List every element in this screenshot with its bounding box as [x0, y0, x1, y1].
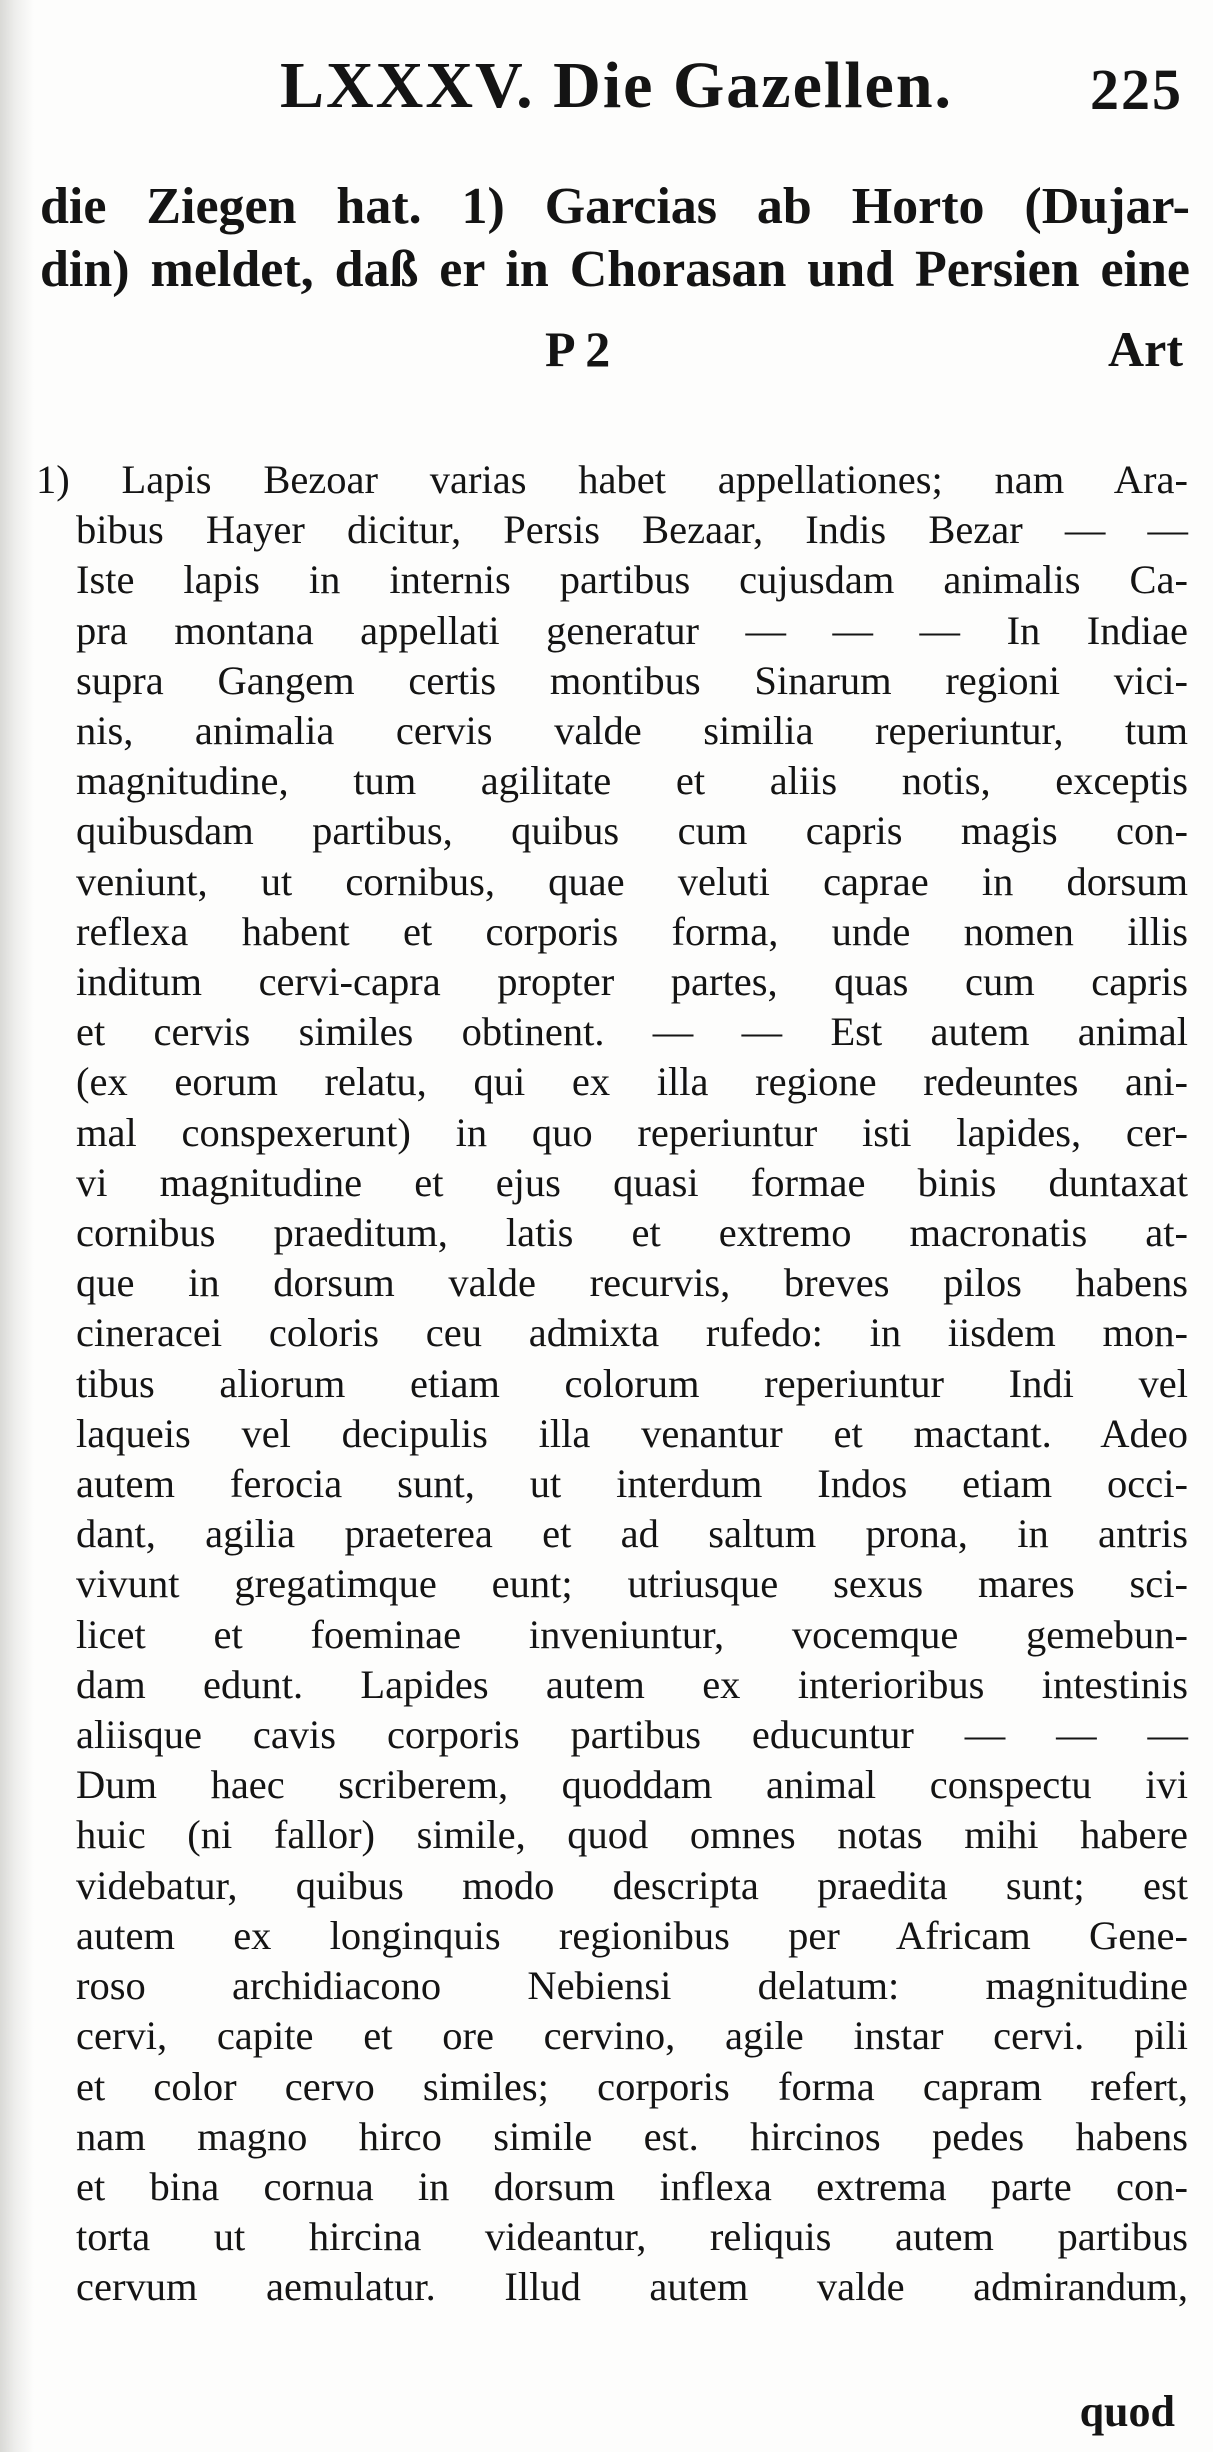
footnote-line: torta ut hircina videantur, reliquis autem partibus [76, 2214, 1188, 2260]
footnote-line: autem ex longinquis regionibus per Africam Gene- [76, 1912, 1188, 1958]
main-text-line: die Ziegen hat. 1) Garcias ab Horto (Dujar- [40, 178, 1190, 235]
main-text [40, 175, 1190, 301]
footnote-line: roso archidiacono Nebiensi delatum: magnitudine [76, 1963, 1188, 2009]
footnote-line: huic (ni fallor) simile, quod omnes notas mihi habere [76, 1812, 1188, 1858]
signature-mark: P 2 [545, 321, 611, 377]
footnote-line: nam magno hirco simile est. hircinos pedes habens [76, 2113, 1188, 2159]
footnote-line: cervi, capite et ore cervino, agile instar cervi. pili [76, 2013, 1188, 2059]
footnote-line: dant, agilia praeterea et ad saltum prona, in antris [76, 1511, 1188, 1557]
footnote [36, 455, 1188, 2313]
footnote-line: magnitudine, tum agilitate et aliis notis, exceptis [76, 758, 1188, 804]
footnote-line: autem ferocia sunt, ut interdum Indos etiam occi- [76, 1461, 1188, 1507]
footnote-line: (ex eorum relatu, qui ex illa regione redeuntes ani- [76, 1059, 1188, 1105]
footnote-marker: 1) [36, 457, 70, 502]
footnote-line: Iste lapis in internis partibus cujusdam animalis Ca- [76, 557, 1188, 603]
footnote-line: cineracei coloris ceu admixta rufedo: in iisdem mon- [76, 1310, 1188, 1356]
footnote-line: quibusdam partibus, quibus cum capris magis con- [76, 808, 1188, 854]
footnote-line: et bina cornua in dorsum inflexa extrema parte con- [76, 2163, 1188, 2209]
footnote-line: mal conspexerunt) in quo reperiuntur isti lapides, cer- [76, 1109, 1188, 1155]
footnote-line: cervum aemulatur. Illud autem valde admirandum, [76, 2264, 1188, 2310]
footnote-line: et cervis similes obtinent. — — Est autem animal [76, 1009, 1188, 1055]
footnote-line: cornibus praeditum, latis et extremo macronatis at- [76, 1210, 1188, 1256]
running-head: LXXXV. Die Gazellen. [280, 49, 954, 122]
footnote-line: aliisque cavis corporis partibus educuntur — — — [76, 1712, 1188, 1758]
footnote-line: que in dorsum valde recurvis, breves pilos habens [76, 1260, 1188, 1306]
footnote-line: et color cervo similes; corporis forma capram refert, [76, 2063, 1188, 2109]
footnote-line: reflexa habent et corporis forma, unde nomen illis [76, 908, 1188, 954]
footnote-line: Dum haec scriberem, quoddam animal conspectu ivi [76, 1762, 1188, 1808]
footnote-line: veniunt, ut cornibus, quae veluti caprae in dorsum [76, 858, 1188, 904]
footnote-line: licet et foeminae inveniuntur, vocemque gemebun- [76, 1611, 1188, 1657]
footnote-line: dam edunt. Lapides autem ex interioribus intestinis [76, 1661, 1188, 1707]
footnote-catchword: quod [1079, 2387, 1175, 2436]
footnote-line: supra Gangem certis montibus Sinarum regioni vici- [76, 657, 1188, 703]
catchword: Art [1108, 321, 1183, 377]
footnote-line [36, 455, 1188, 505]
footnote-line: bibus Hayer dicitur, Persis Bezaar, Indis Bezar — — [76, 507, 1188, 553]
footnote-line: vi magnitudine et ejus quasi formae binis duntaxat [76, 1159, 1188, 1205]
footnote-line-text: Lapis Bezoar varias habet appellationes; nam Ara- [121, 457, 1188, 502]
footnote-line: videbatur, quibus modo descripta praedita sunt; est [76, 1862, 1188, 1908]
footnote-line: inditum cervi-capra propter partes, quas cum capris [76, 959, 1188, 1005]
page-header [0, 48, 1213, 128]
footnote-line: tibus aliorum etiam colorum reperiuntur Indi vel [76, 1360, 1188, 1406]
signature-line [0, 320, 1213, 390]
footnote-line: vivunt gregatimque eunt; utriusque sexus mares sci- [76, 1561, 1188, 1607]
footnote-line: pra montana appellati generatur — — — In Indiae [76, 607, 1188, 653]
footnote-line: nis, animalia cervis valde similia reperiuntur, tum [76, 708, 1188, 754]
footnote-line: laqueis vel decipulis illa venantur et mactant. Adeo [76, 1410, 1188, 1456]
main-text-line: din) meldet, daß er in Chorasan und Persien eine [40, 241, 1190, 298]
page-number: 225 [1090, 57, 1183, 122]
